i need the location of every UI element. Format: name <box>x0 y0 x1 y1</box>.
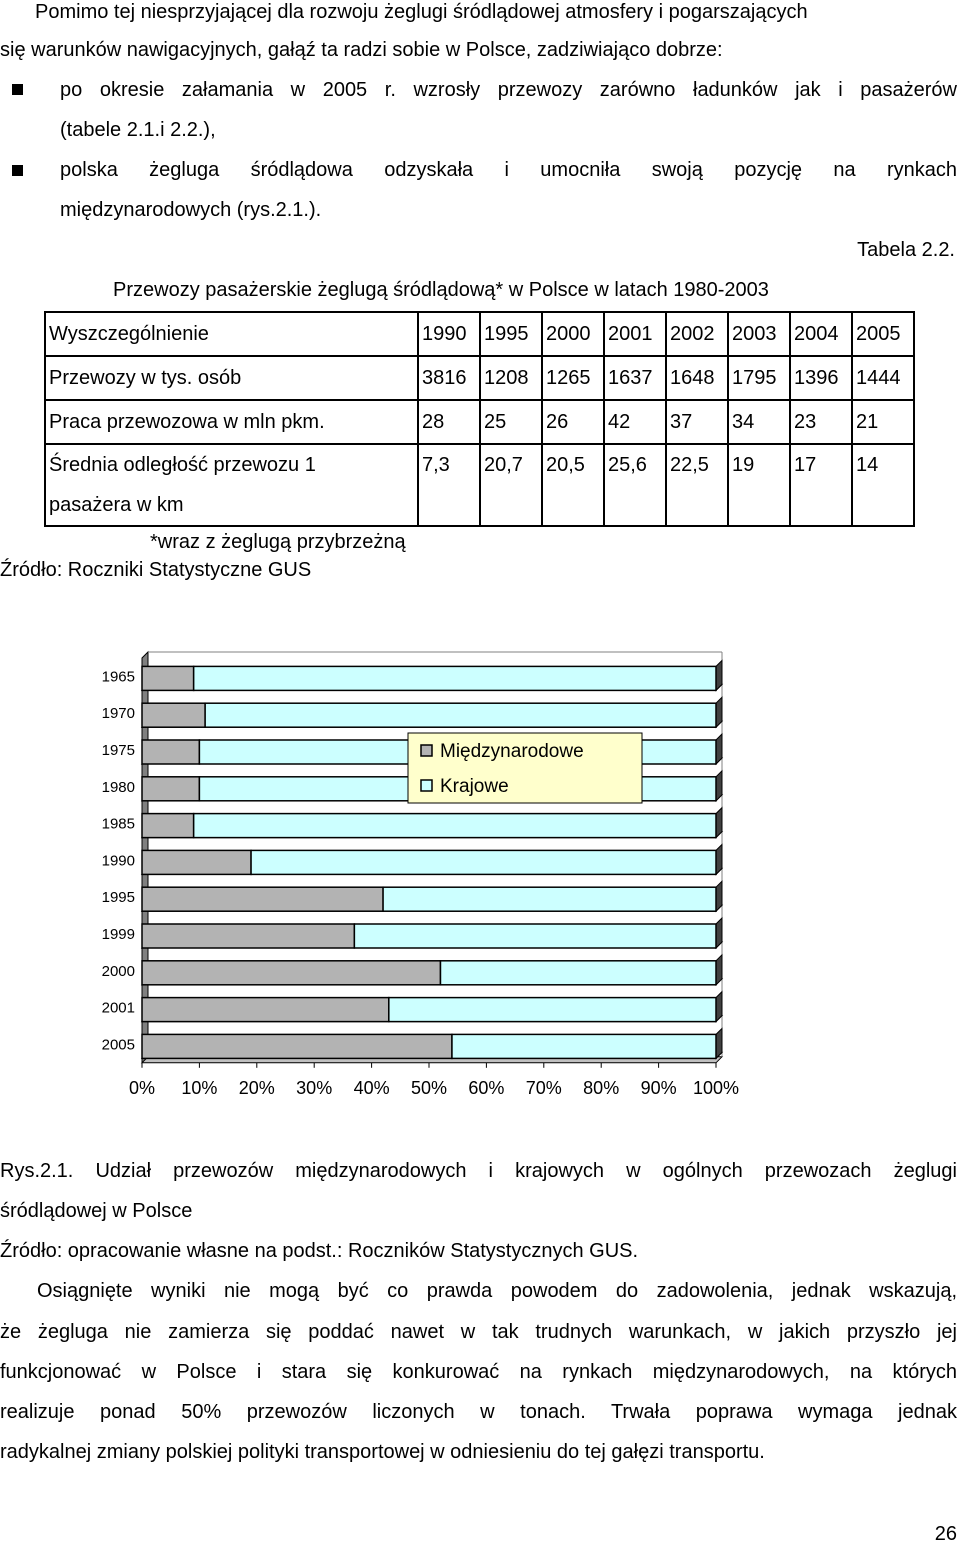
bar-miedzynarodowe <box>142 998 389 1022</box>
table-header-label: Wyszczególnienie <box>45 312 418 356</box>
table-cell: 22,5 <box>666 444 728 526</box>
legend-swatch <box>421 780 432 791</box>
bar-krajowe <box>205 703 716 727</box>
table-year: 1990 <box>418 312 480 356</box>
bar-side <box>716 734 722 764</box>
bar-miedzynarodowe <box>142 666 194 690</box>
table-year: 2001 <box>604 312 666 356</box>
bar-krajowe <box>383 887 716 911</box>
bar-krajowe <box>440 961 716 985</box>
y-tick-label: 2000 <box>101 962 135 980</box>
row-label: Przewozy w tys. osób <box>45 356 418 400</box>
bar-side <box>716 808 722 838</box>
table-cell: 26 <box>542 400 604 444</box>
bar-miedzynarodowe <box>142 850 251 874</box>
table-cell: 1444 <box>852 356 914 400</box>
bar-miedzynarodowe <box>142 961 440 985</box>
table-source: Źródło: Roczniki Statystyczne GUS <box>0 559 312 581</box>
y-tick-label: 2001 <box>101 999 135 1017</box>
legend-label: Krajowe <box>440 776 509 797</box>
bar-side <box>716 697 722 727</box>
figure-caption-line-2: śródlądowej w Polsce <box>0 1200 193 1222</box>
y-tick-label: 1970 <box>101 705 135 723</box>
table-year: 2005 <box>852 312 914 356</box>
x-tick-label: 20% <box>238 1077 275 1098</box>
bar-side <box>716 881 722 911</box>
conclusion-line: radykalnej zmiany polskiej polityki transportowej w odniesieniu do tej gałęzi transportu. <box>0 1441 765 1463</box>
table-year: 2000 <box>542 312 604 356</box>
table-cell: 17 <box>790 444 852 526</box>
figure-source: Źródło: opracowanie własne na podst.: Roczników Statystycznych GUS. <box>0 1240 639 1262</box>
y-tick-label: 1985 <box>101 815 135 833</box>
table-cell: 14 <box>852 444 914 526</box>
bar-miedzynarodowe <box>142 887 383 911</box>
table-year: 2002 <box>666 312 728 356</box>
row-label <box>45 444 418 526</box>
table-cell: 19 <box>728 444 790 526</box>
x-tick-label: 60% <box>468 1077 505 1098</box>
table-cell: 21 <box>852 400 914 444</box>
bar-side <box>716 1028 722 1058</box>
intro-line-2: się warunków nawigacyjnych, gałąź ta radzi sobie w Polsce, zadziwiająco dobrze: <box>0 39 723 61</box>
bar-side <box>716 918 722 948</box>
table-cell: 1795 <box>728 356 790 400</box>
x-tick-label: 30% <box>296 1077 333 1098</box>
x-tick-label: 90% <box>640 1077 677 1098</box>
x-tick-label: 0% <box>128 1077 156 1098</box>
table-cell: 7,3 <box>418 444 480 526</box>
bar-side <box>716 771 722 801</box>
bullet-1-line-2: (tabele 2.1.i 2.2.), <box>60 119 216 141</box>
x-tick-label: 40% <box>353 1077 390 1098</box>
x-tick-label: 100% <box>692 1077 740 1098</box>
bar-krajowe <box>194 666 716 690</box>
table-cell: 25,6 <box>604 444 666 526</box>
table-cell: 20,5 <box>542 444 604 526</box>
bar-side <box>716 660 722 690</box>
data-table <box>44 311 915 527</box>
chart-svg <box>80 640 760 1100</box>
y-tick-label: 1990 <box>101 852 135 870</box>
stacked-bar-chart <box>80 640 760 1100</box>
bar-krajowe <box>251 850 716 874</box>
bar-miedzynarodowe <box>142 703 205 727</box>
table-cell: 23 <box>790 400 852 444</box>
bullet-square-icon <box>12 165 23 176</box>
conclusion-line: że żegluga nie zamierza się poddać nawet w tak trudnych warunkach, w jakich przyszło jej <box>0 1321 957 1343</box>
bar-krajowe <box>354 924 716 948</box>
conclusion-line: Osiągnięte wyniki nie mogą być co prawda powodem do zadowolenia, jednak wskazują, <box>37 1280 957 1302</box>
y-tick-label: 2005 <box>101 1036 135 1054</box>
table-year: 1995 <box>480 312 542 356</box>
y-tick-label: 1995 <box>101 889 135 907</box>
bar-miedzynarodowe <box>142 924 354 948</box>
row-label-line-1: Średnia odległość przewozu 1 <box>49 454 316 476</box>
table-cell: 1637 <box>604 356 666 400</box>
y-tick-label: 1999 <box>101 926 135 943</box>
bar-krajowe <box>389 998 716 1022</box>
table-row <box>45 444 914 526</box>
table-cell: 25 <box>480 400 542 444</box>
figure-caption-line-1: Rys.2.1. Udział przewozów międzynarodowych i krajowych w ogólnych przewozach żeglugi <box>0 1160 957 1182</box>
table-cell: 1396 <box>790 356 852 400</box>
page-number: 26 <box>934 1523 957 1545</box>
x-tick-label: 80% <box>583 1077 620 1098</box>
legend-label: Międzynarodowe <box>440 741 584 762</box>
table-year: 2003 <box>728 312 790 356</box>
intro-line-1: Pomimo tej niesprzyjającej dla rozwoju żeglugi śródlądowej atmosfery i pogarszających <box>35 1 808 23</box>
bullet-square-icon <box>12 84 23 95</box>
table-footnote: *wraz z żeglugą przybrzeżną <box>150 531 406 553</box>
bar-side <box>716 844 722 874</box>
bar-krajowe <box>194 814 716 838</box>
row-label-line-2: pasażera w km <box>49 494 184 516</box>
bar-miedzynarodowe <box>142 777 199 801</box>
table-cell: 37 <box>666 400 728 444</box>
table-cell: 20,7 <box>480 444 542 526</box>
bar-miedzynarodowe <box>142 740 199 764</box>
y-tick-label: 1975 <box>101 742 135 759</box>
table-row <box>45 356 914 400</box>
x-tick-label: 10% <box>181 1077 218 1098</box>
table-header-row <box>45 312 914 356</box>
bar-miedzynarodowe <box>142 814 194 838</box>
bullet-2-line-1: polska żegluga śródlądowa odzyskała i umocniła swoją pozycję na rynkach <box>60 159 957 181</box>
y-tick-label: 1965 <box>101 668 135 686</box>
table-cell: 1265 <box>542 356 604 400</box>
table-cell: 1208 <box>480 356 542 400</box>
x-tick-label: 70% <box>525 1077 562 1098</box>
bullet-1-line-1: po okresie załamania w 2005 r. wzrosły przewozy zarówno ładunków jak i pasażerów <box>60 79 957 101</box>
bar-miedzynarodowe <box>142 1034 452 1058</box>
y-tick-label: 1980 <box>101 778 135 796</box>
legend-swatch <box>421 745 432 756</box>
bar-side <box>716 955 722 985</box>
table-cell: 42 <box>604 400 666 444</box>
table-cell: 28 <box>418 400 480 444</box>
conclusion-line: funkcjonować w Polsce i stara się konkurować na rynkach międzynarodowych, na których <box>0 1361 957 1383</box>
x-tick-label: 50% <box>410 1077 448 1098</box>
table-cell: 1648 <box>666 356 728 400</box>
conclusion-line: realizuje ponad 50% przewozów liczonych w tonach. Trwała poprawa wymaga jednak <box>0 1401 957 1423</box>
table-year: 2004 <box>790 312 852 356</box>
table-cell: 34 <box>728 400 790 444</box>
table-number: Tabela 2.2. <box>857 239 955 261</box>
table-row <box>45 400 914 444</box>
table-cell: 3816 <box>418 356 480 400</box>
bar-side <box>716 992 722 1022</box>
bullet-2-line-2: międzynarodowych (rys.2.1.). <box>60 199 322 221</box>
table-title: Przewozy pasażerskie żeglugą śródlądową* w Polsce w latach 1980-2003 <box>113 279 769 301</box>
bar-krajowe <box>452 1034 716 1058</box>
row-label: Praca przewozowa w mln pkm. <box>45 400 418 444</box>
